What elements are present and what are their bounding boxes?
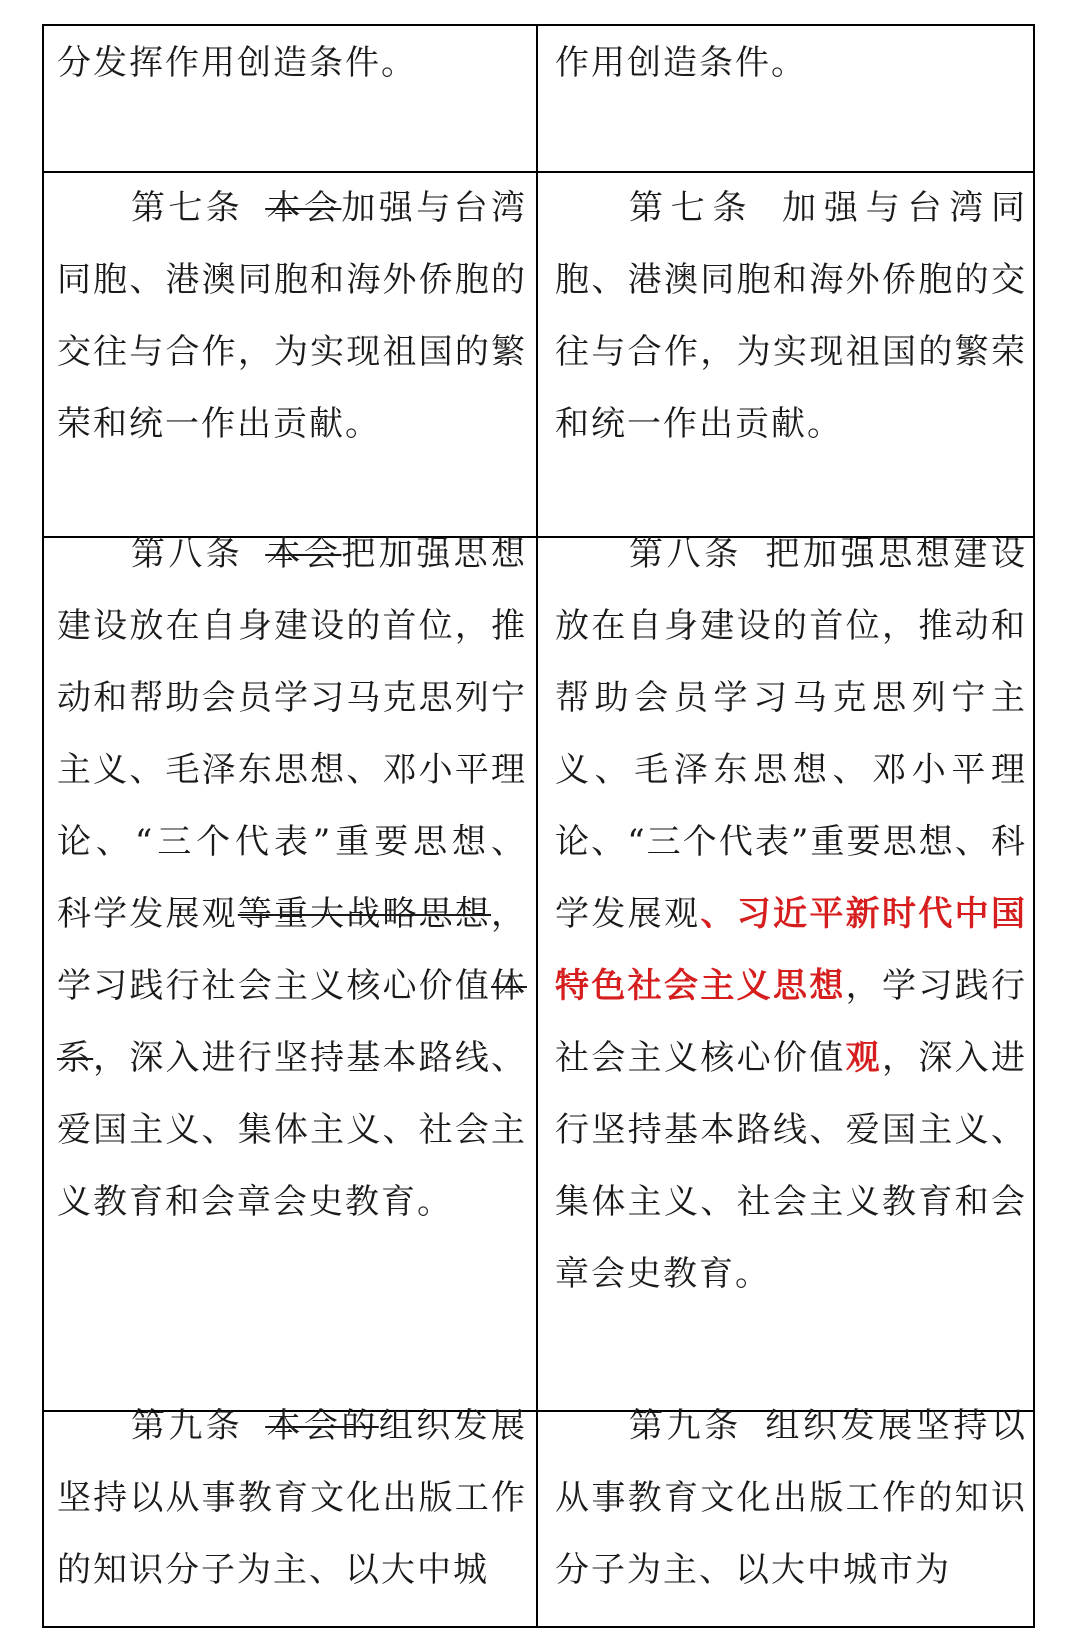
article8-deleted-text-1: 本会 — [265, 534, 342, 574]
article8-original-body-1: 把加强思想建设放在自身建设的首位，推动和帮助会员学习马克思列宁主义、毛泽东思想、邓小平理论、“三个代表”重要思想、科学发展观 — [57, 534, 528, 934]
row1-left-text: 分发挥作用创造条件。 — [57, 43, 417, 83]
article7-revised-paragraph — [555, 172, 1027, 460]
article8-added-text-2: 观 — [845, 1038, 883, 1078]
article8-original-body-3: ，深入进行坚持基本路线、爱国主义、集体主义、社会主义教育和会章会史教育。 — [57, 1038, 528, 1222]
article9-revised-body: 组织发展坚持以从事教育文化出版工作的知识分子为主、以大中城市为 — [555, 1406, 1028, 1590]
article9-revised-label: 第九条 — [629, 1406, 742, 1446]
table-border-bottom — [42, 1626, 1035, 1628]
article8-original-label: 第八条 — [131, 534, 244, 574]
article8-revised-paragraph — [555, 518, 1027, 1310]
article8-revised-body-3: ，深入进行坚持基本路线、爱国主义、集体主义、社会主义教育和会章会史教育。 — [555, 1038, 1028, 1294]
article8-original-cell — [57, 518, 527, 1238]
article8-revised-label: 第八条 — [629, 534, 742, 574]
article7-revised-cell — [555, 172, 1027, 460]
article8-original-body-2: ，学习践行社会主义核心价值 — [57, 894, 528, 1006]
row1-left-cell — [57, 27, 527, 99]
article8-revised-cell — [555, 518, 1027, 1310]
article7-original-body: 加强与台湾同胞、港澳同胞和海外侨胞的交往与合作，为实现祖国的繁荣和统一作出贡献。 — [57, 188, 528, 444]
article9-revised-cell — [555, 1390, 1027, 1606]
article7-original-label: 第七条 — [131, 188, 244, 228]
table-border-left — [42, 24, 44, 1628]
article8-added-text-1: 、习近平新时代中国特色社会主义思想 — [555, 894, 1028, 1006]
table-border-right — [1033, 24, 1035, 1628]
article9-original-cell — [57, 1390, 527, 1606]
row1-right-text: 作用创造条件。 — [555, 43, 807, 83]
article7-original-paragraph — [57, 172, 527, 460]
article9-deleted-text: 本会的 — [265, 1406, 379, 1446]
article9-original-label: 第九条 — [131, 1406, 244, 1446]
article8-deleted-text-3: 体系 — [57, 966, 527, 1078]
article8-original-paragraph — [57, 518, 527, 1238]
article9-original-paragraph — [57, 1390, 527, 1606]
article9-revised-paragraph — [555, 1390, 1027, 1606]
table-border-top — [42, 24, 1035, 26]
article8-revised-body-2: ，学习践行社会主义核心价值 — [555, 966, 1028, 1078]
article7-revised-label: 第七条 — [629, 188, 755, 228]
table-column-divider — [536, 24, 538, 1628]
article7-original-cell — [57, 172, 527, 460]
article7-deleted-text: 本会 — [265, 188, 342, 228]
article8-revised-body-1: 把加强思想建设放在自身建设的首位，推动和帮助会员学习马克思列宁主义、毛泽东思想、邓小平理论、“三个代表”重要思想、科学发展观 — [555, 534, 1028, 934]
article9-original-body: 组织发展坚持以从事教育文化出版工作的知识分子为主、以大中城 — [57, 1406, 528, 1590]
row1-right-cell — [555, 27, 1027, 99]
article7-revised-body: 加强与台湾同胞、港澳同胞和海外侨胞的交往与合作，为实现祖国的繁荣和统一作出贡献。 — [555, 188, 1028, 444]
article8-deleted-text-2: 等重大战略思想 — [237, 894, 492, 934]
